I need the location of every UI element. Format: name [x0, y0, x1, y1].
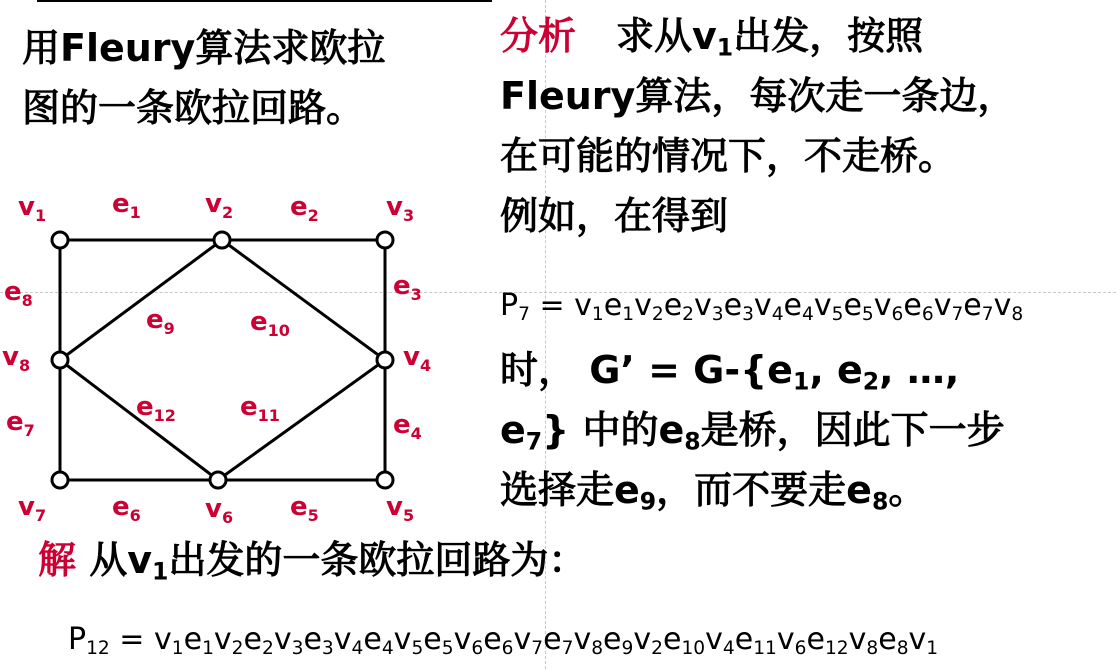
analysis-line-7: 选择走$e_9$，而不要走$e_8$。	[500, 468, 927, 516]
solution-path-term: $e_9$	[603, 622, 634, 660]
vertex-label-v2: $v_2$	[205, 189, 234, 222]
analysis-path-terms	[574, 288, 1024, 326]
solution-path-term: $e_{10}$	[662, 622, 706, 660]
vertex-label-v5: $v_5$	[386, 492, 415, 525]
vertex-v2	[214, 232, 230, 248]
edge-label-e6: $e_6$	[112, 492, 141, 525]
edge-label-e9: $e_9$	[146, 305, 175, 338]
solution-path-term: $e_7$	[543, 622, 574, 660]
vertex-label-v1: $v_1$	[18, 192, 47, 225]
analysis-path-term: $e_4$	[783, 288, 814, 326]
vertex-label-v4: $v_4$	[403, 342, 432, 375]
analysis-path-term: $e_7$	[963, 288, 994, 326]
analysis-path-term: $e_3$	[723, 288, 754, 326]
solution-path-term: $v_8$	[573, 622, 604, 660]
analysis-label: 分析	[500, 14, 577, 58]
vertex-v5	[377, 472, 393, 488]
vertex-label-v7: $v_7$	[18, 492, 47, 525]
vertex-label-v8: $v_8$	[2, 342, 31, 375]
edge-label-e4: $e_4$	[393, 410, 422, 443]
edge-label-e7: $e_7$	[6, 407, 35, 440]
edge-label-e2: $e_2$	[290, 192, 319, 225]
analysis-path-term: $v_4$	[753, 288, 784, 326]
edge-label-e3: $e_3$	[393, 271, 422, 304]
solution-path-term: $v_6$	[453, 622, 484, 660]
edge-label-e10: $e_{10}$	[250, 307, 290, 340]
solution-path-term: $e_4$	[363, 622, 394, 660]
analysis-line-4: 例如，在得到	[500, 194, 729, 238]
top-rule	[37, 0, 492, 2]
solution-path-term: $v_4$	[333, 622, 364, 660]
solution-path-term: $e_3$	[303, 622, 334, 660]
solution-path-term: $v_2$	[633, 622, 663, 660]
solution-path-term: $e_1$	[183, 622, 214, 660]
vertex-label-v3: $v_3$	[386, 192, 415, 225]
analysis-path-term: $v_3$	[694, 288, 724, 326]
vertex-v6	[210, 472, 226, 488]
vertex-v4	[377, 352, 393, 368]
solution-path-term: $e_{11}$	[734, 622, 777, 660]
vertex-v1	[52, 232, 68, 248]
edge-e9	[60, 240, 222, 360]
solution-path-p12: $P_{12} = v_1e_1v_2e_2v_3e_3v_4e_4v_5e_5v_6e_6v_7e_7v_8e_9v_2e_{10}v_4e_{11}v_6e_{12}v_8e_8v_1$	[68, 622, 939, 660]
analysis-path-term: $e_5$	[843, 288, 874, 326]
solution-path-term: $e_5$	[423, 622, 454, 660]
analysis-path-p7: $P_7 = v_1e_1v_2e_2v_3e_3v_4e_4v_5e_5v_6e_6v_7e_7v_8$	[500, 288, 1024, 326]
analysis-path-term: $v_7$	[933, 288, 964, 326]
analysis-conclusion	[500, 340, 1005, 520]
analysis-line-1: 分析 求从$v_1$出发，按照	[500, 14, 924, 62]
solution-path-term: $v_8$	[848, 622, 879, 660]
analysis-line-2: Fleury算法，每次走一条边，	[500, 74, 1016, 118]
analysis-line-3: 在可能的情况下，不走桥。	[500, 134, 957, 178]
edge-label-e5: $e_5$	[290, 492, 319, 525]
solution-path-term: $v_3$	[273, 622, 304, 660]
vertex-v7	[52, 472, 68, 488]
euler-graph	[0, 170, 460, 530]
analysis-path-term: $e_1$	[603, 288, 635, 326]
problem-statement	[22, 18, 385, 138]
solution-path-term: $e_8$	[878, 622, 909, 660]
vertex-v3	[377, 232, 393, 248]
solution-path-term: $v_1$	[153, 622, 184, 660]
edge-label-e1: $e_1$	[112, 189, 141, 222]
analysis-path-term: $e_2$	[663, 288, 694, 326]
vertex-label-v6: $v_6$	[205, 494, 234, 527]
edge-e10	[222, 240, 385, 360]
edge-label-e8: $e_8$	[4, 277, 33, 310]
problem-line-2: 图的一条欧拉回路。	[22, 86, 365, 130]
problem-line-1: 用Fleury算法求欧拉	[22, 26, 386, 70]
analysis-path-term: $e_6$	[903, 288, 934, 326]
solution-path-term: $v_7$	[513, 622, 544, 660]
analysis-path-term: $v_1$	[574, 288, 604, 326]
analysis-path-term: $v_6$	[873, 288, 904, 326]
solution-path-term: $v_4$	[705, 622, 735, 660]
analysis-block	[500, 6, 1015, 246]
analysis-line-6: $e_7$} 中的$e_8$是桥，因此下一步	[500, 408, 1005, 456]
solution-path-term: $e_{12}$	[806, 622, 849, 660]
edge-label-e12: $e_{12}$	[136, 392, 176, 425]
vertex-v8	[52, 352, 68, 368]
solution-statement: 解 从$v_1$出发的一条欧拉回路为：	[38, 538, 587, 586]
solution-path-term: $v_1$	[908, 622, 939, 660]
analysis-path-term: $v_5$	[813, 288, 844, 326]
edge-label-e11: $e_{11}$	[240, 392, 280, 425]
analysis-path-term: $v_8$	[993, 288, 1024, 326]
solution-path-term: $e_2$	[243, 622, 274, 660]
solution-path-terms	[153, 622, 939, 660]
solution-path-term: $v_2$	[213, 622, 244, 660]
analysis-path-term: $v_2$	[634, 288, 664, 326]
solution-path-term: $v_6$	[776, 622, 807, 660]
solution-path-term: $v_5$	[393, 622, 424, 660]
solution-label: 解	[38, 538, 77, 582]
analysis-line-5: 时， G’ = $G-\{e_1$, $e_2$, …,	[500, 348, 960, 396]
solution-path-term: $e_6$	[483, 622, 514, 660]
